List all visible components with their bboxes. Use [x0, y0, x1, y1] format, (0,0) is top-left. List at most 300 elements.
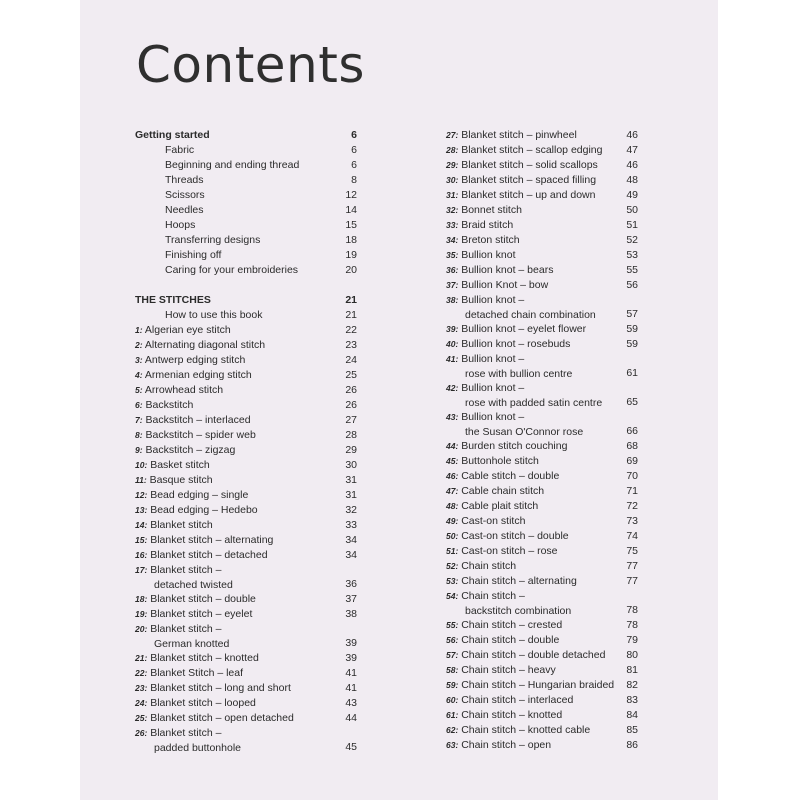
toc-stitch-entry: [446, 648, 638, 663]
stitch-name: Backstitch – zigzag: [145, 444, 236, 456]
stitch-number: 7:: [135, 415, 143, 425]
stitch-number: 35:: [446, 250, 459, 260]
page-number: 77: [626, 575, 638, 587]
toc-stitch-entry: [135, 622, 357, 651]
stitch-name: Blanket stitch: [150, 519, 213, 531]
stitch-number: 29:: [446, 160, 459, 170]
toc-entry: [135, 143, 357, 158]
stitch-number: 36:: [446, 265, 459, 275]
entry-text: [135, 443, 235, 458]
stitch-number: 38:: [446, 295, 459, 305]
page-number: 48: [626, 174, 638, 186]
stitch-name: Chain stitch – knotted: [461, 709, 563, 721]
stitch-name: Blanket stitch – detached: [150, 549, 268, 561]
page-number: 41: [345, 667, 357, 679]
entry-label: Caring for your embroideries: [165, 264, 299, 276]
page-number: 39: [345, 637, 357, 649]
stitch-name-continued: German knotted: [154, 638, 230, 650]
entry-label: Transferring designs: [165, 234, 261, 246]
toc-stitch-entry: [135, 368, 357, 383]
page-number: 71: [626, 485, 638, 497]
toc-stitch-entry: [446, 143, 638, 158]
entry-text: [446, 128, 577, 143]
stitch-name: Bead edging – Hedebo: [150, 504, 258, 516]
page-number: 53: [626, 249, 638, 261]
toc-stitch-entry: [446, 352, 638, 381]
page-number: 6: [351, 129, 357, 141]
entry-text: [446, 663, 556, 678]
page-number: 86: [626, 739, 638, 751]
toc-stitch-entry: [446, 589, 638, 618]
stitch-number: 61:: [446, 710, 459, 720]
page-number: 27: [345, 414, 357, 426]
toc-stitch-entry: [446, 454, 638, 469]
toc-stitch-entry: [446, 203, 638, 218]
entry-text: [446, 678, 614, 693]
entry-text: [135, 726, 241, 756]
stitch-number: 54:: [446, 591, 459, 601]
stitch-name: Cable chain stitch: [461, 485, 545, 497]
stitch-number: 62:: [446, 725, 459, 735]
stitch-number: 40:: [446, 339, 459, 349]
page-number: 56: [626, 279, 638, 291]
stitch-number: 49:: [446, 516, 459, 526]
page-number: 79: [626, 634, 638, 646]
page-number: 23: [345, 339, 357, 351]
page-number: 38: [345, 608, 357, 620]
page-number: 43: [345, 697, 357, 709]
stitch-name: Antwerp edging stitch: [144, 354, 246, 366]
stitch-number: 28:: [446, 145, 459, 155]
entry-text: [446, 708, 562, 723]
toc-entry: [135, 158, 357, 173]
entry-text: [446, 158, 598, 173]
entry-label: Hoops: [165, 219, 196, 231]
stitch-number: 21:: [135, 653, 148, 663]
stitch-name: Bullion knot – bears: [461, 264, 554, 276]
stitch-name: Chain stitch – knotted cable: [461, 724, 591, 736]
page-number: 31: [345, 489, 357, 501]
stitch-name: Chain stitch – alternating: [461, 575, 577, 587]
stitch-number: 22:: [135, 668, 148, 678]
toc-stitch-entry: [446, 574, 638, 589]
page-number: 66: [626, 425, 638, 437]
toc-stitch-entry: [135, 323, 357, 338]
entry-text: [446, 410, 583, 440]
stitch-name: Blanket Stitch – leaf: [150, 667, 244, 679]
stitch-number: 11:: [135, 475, 147, 485]
page-number: 84: [626, 709, 638, 721]
entry-label: Beginning and ending thread: [165, 159, 300, 171]
stitch-number: 50:: [446, 531, 459, 541]
entry-text: [135, 503, 258, 518]
toc-stitch-entry: [135, 443, 357, 458]
stitch-number: 52:: [446, 561, 459, 571]
page-number: 19: [345, 249, 357, 261]
page-number: 61: [626, 367, 638, 379]
stitch-number: 47:: [446, 486, 459, 496]
page-number: 46: [626, 159, 638, 171]
page-number: 70: [626, 470, 638, 482]
page-number: 36: [345, 578, 357, 590]
toc-stitch-entry: [135, 726, 357, 755]
entry-text: [135, 473, 213, 488]
entry-text: [446, 544, 558, 559]
stitch-number: 12:: [135, 490, 148, 500]
stitch-number: 1:: [135, 325, 143, 335]
stitch-number: 19:: [135, 609, 148, 619]
entry-text: [446, 381, 602, 411]
stitch-number: 60:: [446, 695, 459, 705]
toc-stitch-entry: [446, 233, 638, 248]
stitch-name: Chain stitch – double detached: [461, 649, 606, 661]
page-number: 77: [626, 560, 638, 572]
entry-text: [135, 533, 273, 548]
stitch-name: Bullion knot – rosebuds: [461, 338, 571, 350]
entry-text: [446, 218, 513, 233]
stitch-number: 41:: [446, 354, 459, 364]
stitch-name: Braid stitch: [461, 219, 514, 231]
toc-stitch-entry: [135, 338, 357, 353]
entry-text: [446, 514, 525, 529]
page-number: 44: [345, 712, 357, 724]
page-number: 18: [345, 234, 357, 246]
toc-stitch-entry: [135, 428, 357, 443]
toc-stitch-entry: [446, 158, 638, 173]
page-title: Contents: [136, 36, 365, 94]
stitch-number: 3:: [135, 355, 143, 365]
entry-text: [446, 173, 596, 188]
stitch-name: Chain stitch – open: [461, 739, 552, 751]
toc-stitch-entry: [446, 514, 638, 529]
stitch-number: 5:: [135, 385, 143, 395]
entry-text: [446, 454, 539, 469]
stitch-number: 42:: [446, 383, 459, 393]
stitch-name: Chain stitch – heavy: [461, 664, 556, 676]
toc-stitch-entry: [446, 128, 638, 143]
toc-stitch-entry: [446, 484, 638, 499]
entry-text: [135, 398, 193, 413]
toc-stitch-entry: [135, 563, 357, 592]
entry-text: [446, 693, 573, 708]
page-number: 51: [626, 219, 638, 231]
page-number: 80: [626, 649, 638, 661]
toc-stitch-entry: [135, 473, 357, 488]
stitch-number: 44:: [446, 441, 459, 451]
stitch-name: Blanket stitch – double: [150, 593, 256, 605]
page-number: 25: [345, 369, 357, 381]
stitch-name: Chain stitch – crested: [461, 619, 563, 631]
toc-stitch-entry: [446, 633, 638, 648]
page-number: 22: [345, 324, 357, 336]
page-number: 28: [345, 429, 357, 441]
page-number: 32: [345, 504, 357, 516]
stitch-name: Bullion knot –: [461, 353, 525, 365]
stitch-name: Bullion knot – eyelet flower: [461, 323, 587, 335]
entry-text: [446, 439, 567, 454]
toc-stitch-entry: [135, 398, 357, 413]
entry-text: [135, 368, 252, 383]
page-number: 29: [345, 444, 357, 456]
page-number: 65: [626, 396, 638, 408]
stitch-name: Chain stitch: [461, 560, 517, 572]
stitch-number: 48:: [446, 501, 459, 511]
toc-stitch-entry: [135, 711, 357, 726]
stitch-number: 4:: [135, 370, 143, 380]
entry-text: [446, 337, 570, 352]
toc-stitch-entry: [446, 499, 638, 514]
page-number: 46: [626, 129, 638, 141]
toc-entry: [135, 233, 357, 248]
page-number: 82: [626, 679, 638, 691]
stitch-number: 31:: [446, 190, 459, 200]
stitch-number: 57:: [446, 650, 459, 660]
entry-text: [446, 633, 559, 648]
stitch-number: 25:: [135, 713, 148, 723]
stitch-name-continued: the Susan O'Connor rose: [465, 426, 584, 438]
toc-column-right: [446, 128, 638, 753]
stitch-number: 27:: [446, 130, 459, 140]
entry-text: [135, 607, 252, 622]
stitch-name-continued: rose with bullion centre: [465, 368, 573, 380]
stitch-number: 53:: [446, 576, 459, 586]
stitch-number: 14:: [135, 520, 148, 530]
toc-stitch-entry: [135, 548, 357, 563]
page-number: 8: [351, 174, 357, 186]
toc-stitch-entry: [446, 218, 638, 233]
stitch-number: 16:: [135, 550, 148, 560]
stitch-number: 51:: [446, 546, 459, 556]
page-number: 59: [626, 338, 638, 350]
spacer: [135, 278, 357, 293]
page-number: 52: [626, 234, 638, 246]
entry-text: [446, 484, 544, 499]
stitch-name: Blanket stitch – alternating: [150, 534, 274, 546]
page-number: 57: [626, 308, 638, 320]
stitch-name: Cable plait stitch: [461, 500, 539, 512]
stitch-name: Breton stitch: [461, 234, 520, 246]
stitch-number: 15:: [135, 535, 148, 545]
toc-stitch-entry: [135, 413, 357, 428]
stitch-name: Bullion knot –: [461, 294, 525, 306]
toc-entry-how-to-use: [135, 308, 357, 323]
stitch-name: Blanket stitch – open detached: [150, 712, 294, 724]
stitch-name: Chain stitch – interlaced: [461, 694, 574, 706]
toc-stitch-entry: [135, 651, 357, 666]
page-number: 75: [626, 545, 638, 557]
toc-stitch-entry: [446, 293, 638, 322]
stitch-name-continued: padded buttonhole: [154, 742, 241, 754]
entry-label: Scissors: [165, 189, 205, 201]
toc-stitch-entry: [446, 337, 638, 352]
entry-label: Fabric: [165, 144, 195, 156]
stitch-name: Cable stitch – double: [461, 470, 560, 482]
page-number: 74: [626, 530, 638, 542]
entry-text: [135, 711, 294, 726]
stitch-number: 32:: [446, 205, 459, 215]
entry-text: [135, 696, 256, 711]
entry-text: [446, 499, 538, 514]
page-number: 83: [626, 694, 638, 706]
entry-text: [446, 188, 595, 203]
toc-stitch-entry: [135, 666, 357, 681]
toc-stitch-entry: [135, 383, 357, 398]
page-number: 81: [626, 664, 638, 676]
entry-text: [446, 648, 605, 663]
page-number: 24: [345, 354, 357, 366]
entry-text: [135, 622, 229, 652]
stitch-name: Armenian edging stitch: [144, 369, 252, 381]
stitch-name: Cast-on stitch – double: [461, 530, 569, 542]
stitch-name-continued: detached twisted: [154, 579, 233, 591]
stitch-number: 55:: [446, 620, 459, 630]
toc-stitch-entry: [135, 458, 357, 473]
toc-stitch-entry: [446, 559, 638, 574]
stitch-name: Backstitch: [145, 399, 194, 411]
stitch-name: Buttonhole stitch: [461, 455, 539, 467]
stitch-name: Blanket stitch – looped: [150, 697, 256, 709]
entry-text: [446, 322, 586, 337]
stitch-number: 34:: [446, 235, 459, 245]
page-number: 21: [345, 294, 357, 306]
page-number: 49: [626, 189, 638, 201]
page-number: 6: [351, 159, 357, 171]
stitch-number: 43:: [446, 412, 459, 422]
stitch-number: 2:: [135, 340, 143, 350]
stitch-number: 56:: [446, 635, 459, 645]
page-number: 50: [626, 204, 638, 216]
stitch-number: 17:: [135, 565, 148, 575]
stitch-name: Alternating diagonal stitch: [144, 339, 266, 351]
toc-stitch-entry: [446, 439, 638, 454]
page-number: 45: [345, 741, 357, 753]
stitch-name: Cast-on stitch: [461, 515, 526, 527]
toc-entry: [135, 188, 357, 203]
entry-label: Finishing off: [165, 249, 222, 261]
entry-text: [446, 233, 520, 248]
page-number: 59: [626, 323, 638, 335]
stitch-name: Algerian eye stitch: [144, 324, 231, 336]
page-number: 68: [626, 440, 638, 452]
stitch-name: Chain stitch – double: [461, 634, 560, 646]
stitch-number: 45:: [446, 456, 459, 466]
stitch-name: Blanket stitch – long and short: [150, 682, 291, 694]
entry-text: [135, 413, 251, 428]
toc-stitch-entry: [446, 248, 638, 263]
page-number: 69: [626, 455, 638, 467]
entry-text: [135, 338, 265, 353]
stitch-number: 9:: [135, 445, 143, 455]
toc-stitch-entry: [446, 381, 638, 410]
stitch-name: Chain stitch –: [461, 590, 525, 602]
entry-text: [446, 278, 548, 293]
entry-text: [446, 469, 559, 484]
page-number: 20: [345, 264, 357, 276]
stitch-name-continued: rose with padded satin centre: [465, 397, 603, 409]
toc-stitch-entry: [446, 678, 638, 693]
toc-entry: [135, 173, 357, 188]
page-number: 41: [345, 682, 357, 694]
page-number: 78: [626, 604, 638, 616]
stitch-name: Basque stitch: [149, 474, 213, 486]
toc-entry: [135, 218, 357, 233]
toc-stitch-entry: [446, 278, 638, 293]
entry-text: [135, 592, 256, 607]
toc-stitch-entry: [135, 696, 357, 711]
stitch-name: Blanket stitch –: [150, 564, 222, 576]
stitch-number: 37:: [446, 280, 459, 290]
entry-label: Threads: [165, 174, 204, 186]
stitch-number: 20:: [135, 624, 148, 634]
stitch-name: Blanket stitch – spaced filling: [461, 174, 597, 186]
entry-text: [135, 458, 210, 473]
entry-text: [446, 618, 562, 633]
entry-text: [135, 681, 291, 696]
toc-stitch-entry: [135, 353, 357, 368]
stitch-number: 23:: [135, 683, 148, 693]
entry-text: [446, 143, 602, 158]
stitch-name: Blanket stitch – eyelet: [150, 608, 253, 620]
entry-text: [135, 383, 223, 398]
page-number: 26: [345, 399, 357, 411]
page-number: 34: [345, 534, 357, 546]
toc-stitch-entry: [446, 322, 638, 337]
page-number: 30: [345, 459, 357, 471]
stitch-number: 58:: [446, 665, 459, 675]
stitch-number: 13:: [135, 505, 148, 515]
stitch-number: 63:: [446, 740, 459, 750]
stitch-name: Bullion knot –: [461, 411, 525, 423]
stitch-name: Bullion Knot – bow: [461, 279, 549, 291]
entry-text: [446, 203, 522, 218]
toc-stitch-entry: [446, 173, 638, 188]
toc-section-getting-started: [135, 128, 357, 143]
entry-text: [135, 666, 243, 681]
stitch-name: Blanket stitch – knotted: [150, 652, 259, 664]
page-number: 12: [345, 189, 357, 201]
stitch-number: 24:: [135, 698, 148, 708]
stitch-name: Blanket stitch – pinwheel: [461, 129, 577, 141]
stitch-name: Chain stitch – Hungarian braided: [461, 679, 615, 691]
stitch-number: 33:: [446, 220, 459, 230]
stitch-name: Blanket stitch – up and down: [461, 189, 596, 201]
toc-stitch-entry: [446, 693, 638, 708]
stitch-name: Bullion knot: [461, 249, 516, 261]
toc-stitch-entry: [135, 518, 357, 533]
stitch-name: Basket stitch: [150, 459, 210, 471]
toc-stitch-entry: [446, 738, 638, 753]
toc-entry: [135, 263, 357, 278]
section-label: Getting started: [135, 129, 210, 141]
entry-text: [135, 353, 245, 368]
stitch-name: Blanket stitch – solid scallops: [461, 159, 598, 171]
page-number: 72: [626, 500, 638, 512]
page-number: 47: [626, 144, 638, 156]
toc-stitch-entry: [446, 263, 638, 278]
toc-stitch-entry: [135, 503, 357, 518]
page-number: 34: [345, 549, 357, 561]
entry-text: [446, 352, 572, 382]
stitch-name-continued: detached chain combination: [465, 309, 596, 321]
stitch-name: Backstitch – spider web: [145, 429, 256, 441]
toc-stitch-entry: [446, 618, 638, 633]
toc-stitch-entry: [135, 681, 357, 696]
page-number: 14: [345, 204, 357, 216]
entry-text: [446, 529, 569, 544]
entry-label: How to use this book: [165, 309, 263, 321]
entry-text: [135, 323, 231, 338]
entry-label: Needles: [165, 204, 204, 216]
